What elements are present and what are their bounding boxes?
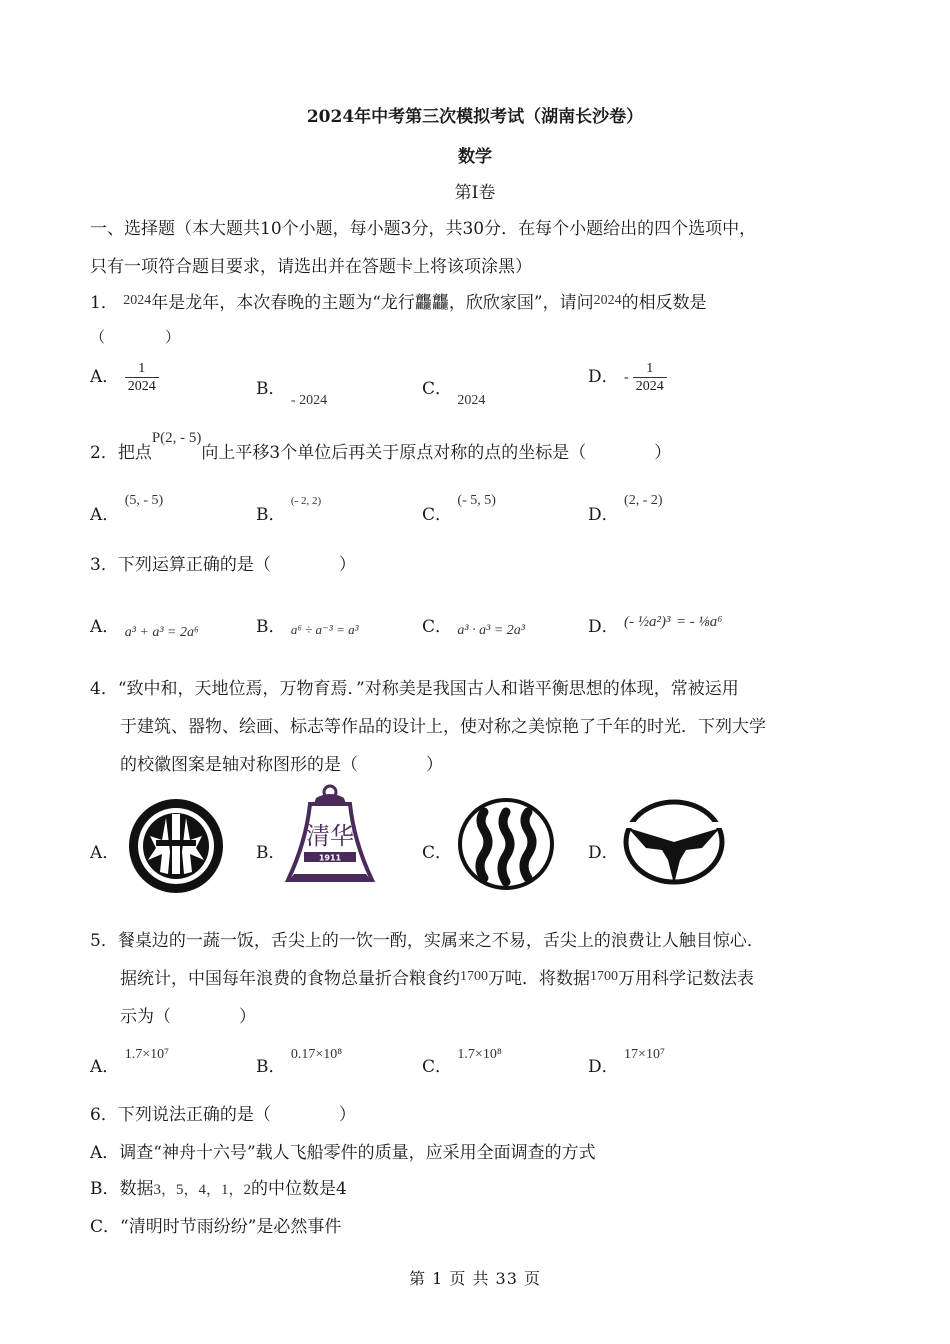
option-label: D． [588,617,619,637]
question-2-stem [90,430,672,463]
option-label: C． [422,505,453,525]
option-value: (- 2, 2) [290,495,322,507]
option-value: 1.7×10⁸ [457,1047,502,1062]
option-label: A． [90,505,120,525]
option-label: C． [422,617,453,637]
volume-heading: 第Ⅰ卷 [454,183,496,203]
option-value: a³ + a³ = 2a⁶ [124,625,199,640]
fraction: $\frac{1}{2024}$ [125,360,159,395]
q6-data-list: 3，5，4，1，2 [153,1182,252,1198]
option-value: 17×10⁷ [624,1047,665,1062]
option-label: D． [588,1057,619,1077]
q2-text: 向上平移3个单位后再关于原点对称的点的坐标是（ ） [201,443,672,463]
question-6-stem: 6．下列说法正确的是（ ） [90,1105,356,1125]
exam-title: 2024年中考第三次模拟考试（湖南长沙卷） [306,107,644,127]
q3-option-c[interactable] [422,612,525,637]
q2-number: 2．把点 [90,443,152,463]
option-label: D． [588,843,619,863]
q2-option-c[interactable] [422,484,496,525]
option-value: 2024 [457,393,486,408]
q4-option-a[interactable] [90,838,119,863]
option-value: (2, - 2) [624,493,663,508]
q4-option-d[interactable] [588,838,619,863]
q1-text-a: 年是龙年，本次春晚的主题为“龙行龘龘，欣欣家国”，请问 [151,293,594,313]
option-label: A． [90,367,120,387]
tsinghua-university-emblem-icon [280,782,380,886]
page-footer: 第 1 页 共 33 页 [409,1269,541,1288]
q2-option-a[interactable] [90,484,164,525]
q2-option-d[interactable] [588,484,663,525]
option-value: 0.17×10⁸ [290,1047,343,1062]
q6-option-c[interactable]: C．“清明时节雨纷纷”是必然事件 [90,1217,342,1237]
section-instructions-line2: 只有一项符合题目要求，请选出并在答题卡上将该项涂黑） [90,257,532,277]
peking-university-emblem-icon [126,796,226,896]
question-5-stem-line3: 示为（ ） [120,1007,256,1027]
q5-value-2: 1700 [590,969,618,984]
q1-year-2: 2024 [593,293,622,308]
option-value-rhs: = - ⅛a⁶ [675,614,723,630]
q5-option-b[interactable] [256,1038,343,1077]
option-label: D． [588,367,619,387]
option-label: C． [422,1057,453,1077]
q1-option-a[interactable] [90,360,159,395]
q3-option-b[interactable] [256,612,359,637]
option-label: C． [422,379,453,399]
section-instructions-line1: 一、选择题（本大题共10个小题，每小题3分，共30分．在每个小题给出的四个选项中， [90,219,757,239]
q2-option-b[interactable] [256,484,322,525]
emblem-year: 1911 [318,853,342,863]
eagle-emblem-icon [622,798,726,886]
option-label: B． [256,379,286,399]
q5-option-d[interactable] [588,1038,665,1077]
q1-year: 2024 [123,293,152,308]
q1-option-c[interactable] [422,374,486,408]
q4-option-c[interactable] [422,838,452,863]
question-1-stem [90,288,707,313]
option-label: A． [90,1057,120,1077]
option-value-lhs: (- ½a²)³ [624,614,671,630]
option-label: A． [90,617,120,637]
option-value: a³ · a³ = 2a³ [457,623,525,638]
q6-option-a[interactable]: A．调查“神舟十六号”载人飞船零件的质量，应采用全面调查的方式 [90,1143,596,1163]
option-value: - 2024 [290,393,328,408]
option-value: (- 5, 5) [457,493,496,508]
question-4-stem-line1: 4．“致中和，天地位焉，万物育焉．”对称美是我国古人和谐平衡思想的体现，常被运用 [90,679,739,699]
q5-option-c[interactable] [422,1038,502,1077]
option-label: D． [588,505,619,525]
option-value: (5, - 5) [124,493,164,508]
option-label: C． [422,843,453,863]
question-3-stem: 3．下列运算正确的是（ ） [90,555,356,575]
question-4-stem-line3: 的校徽图案是轴对称图形的是（ ） [120,755,443,775]
option-label: A． [90,843,120,863]
subject-heading: 数学 [458,147,492,167]
q1-number: 1． [90,293,118,313]
q3-option-d[interactable] [588,612,723,637]
option-label: B． [256,843,286,863]
q5-option-a[interactable] [90,1038,169,1077]
question-4-stem-line2: 于建筑、器物、绘画、标志等作品的设计上，使对称之美惊艳了千年的时光．下列大学 [120,717,766,737]
q1-answer-paren: （ ） [90,328,181,346]
question-5-stem-line2: 据统计，中国每年浪费的食物总量折合粮食约$^{1700}$万吨．将数据$^{1700}$万用科学记数法表 [120,969,754,989]
q5-value-1: 1700 [460,969,488,984]
option-label: B． [256,1057,286,1077]
option-value: 1.7×10⁷ [124,1047,169,1062]
q1-option-b[interactable] [256,374,328,408]
q2-point: P(2, - 5) [151,430,202,446]
option-label: B． [256,505,286,525]
q1-text-b: 的相反数是 [621,293,707,313]
q6-option-b[interactable]: B．数据3，5，4，1，2的中位数是4 [90,1179,347,1199]
question-5-stem-line1: 5．餐桌边的一蔬一饭，舌尖上的一饮一酌，实属来之不易，舌尖上的浪费让人触目惊心． [90,931,764,951]
fraction: $\frac{1}{2024}$ [633,360,667,395]
option-value: a⁶ ÷ a⁻³ = a³ [290,622,359,637]
q3-option-a[interactable] [90,612,199,640]
q1-option-d[interactable]: D． - $\frac{1}{2024}$ [588,360,667,395]
emblem-characters: 清华 [306,822,354,850]
option-label: B． [256,617,286,637]
wavy-lines-emblem-icon [456,796,556,892]
